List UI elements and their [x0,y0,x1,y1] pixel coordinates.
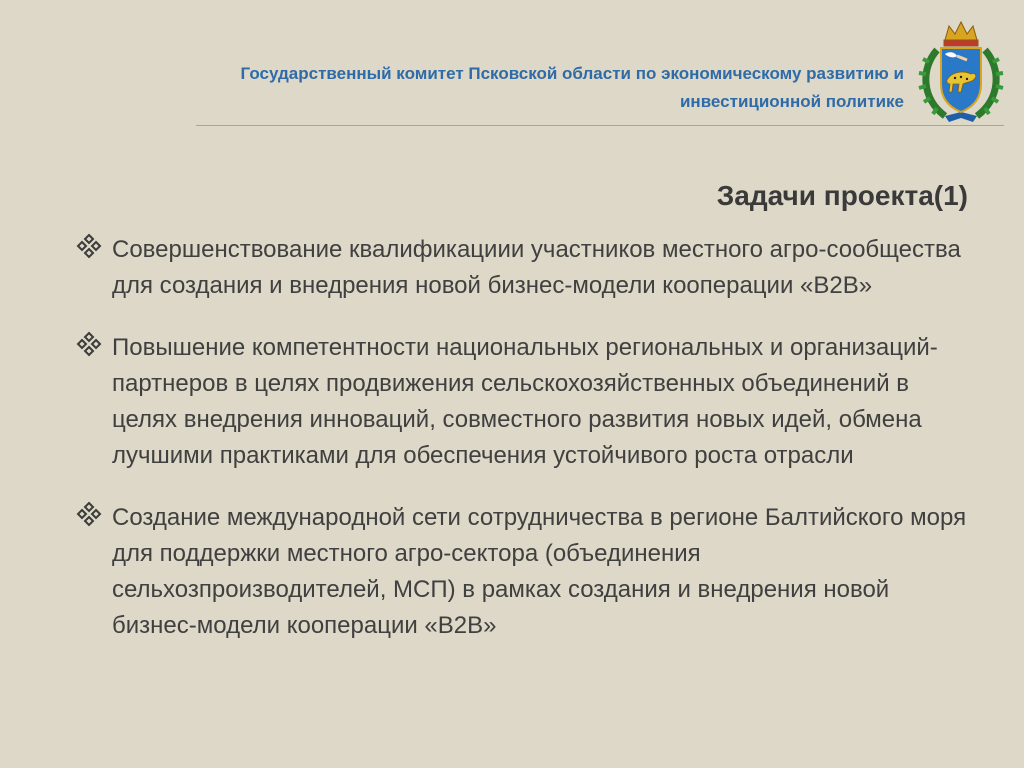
list-item [76,500,976,644]
header-divider [196,125,1004,126]
bullet-text: Совершенствование квалификациии участников местного агро-сообщества для создания и внедрения новой бизнес-модели кооперации «B2B» [112,236,961,299]
diamond-bullet-icon [76,233,102,259]
diamond-bullet-icon [76,501,102,527]
slide-title: Задачи проекта(1) [716,180,968,211]
organization-header: Государственный комитет Псковской области по экономическому развитию и инвестиционной политике [240,64,904,111]
diamond-bullet-icon [76,331,102,357]
list-item [76,232,976,304]
list-item [76,330,976,474]
bullet-list [76,232,976,644]
bullet-text: Повышение компетентности национальных региональных и организаций-партнеров в целях продвижения сельскохозяйственных объединений в целях внедрения инноваций, совместного развития новых идей, обмена лучшими практиками для обеспечения устойчивого роста отрасли [112,334,938,469]
bullet-text: Создание международной сети сотрудничества в регионе Балтийского моря для поддержки местного агро-сектора (объединения сельхозпроизводителей, МСП) в рамках создания и внедрения новой бизнес-модели кооперации «B2B» [112,504,967,639]
pskov-region-coat-of-arms-icon [915,18,1007,126]
